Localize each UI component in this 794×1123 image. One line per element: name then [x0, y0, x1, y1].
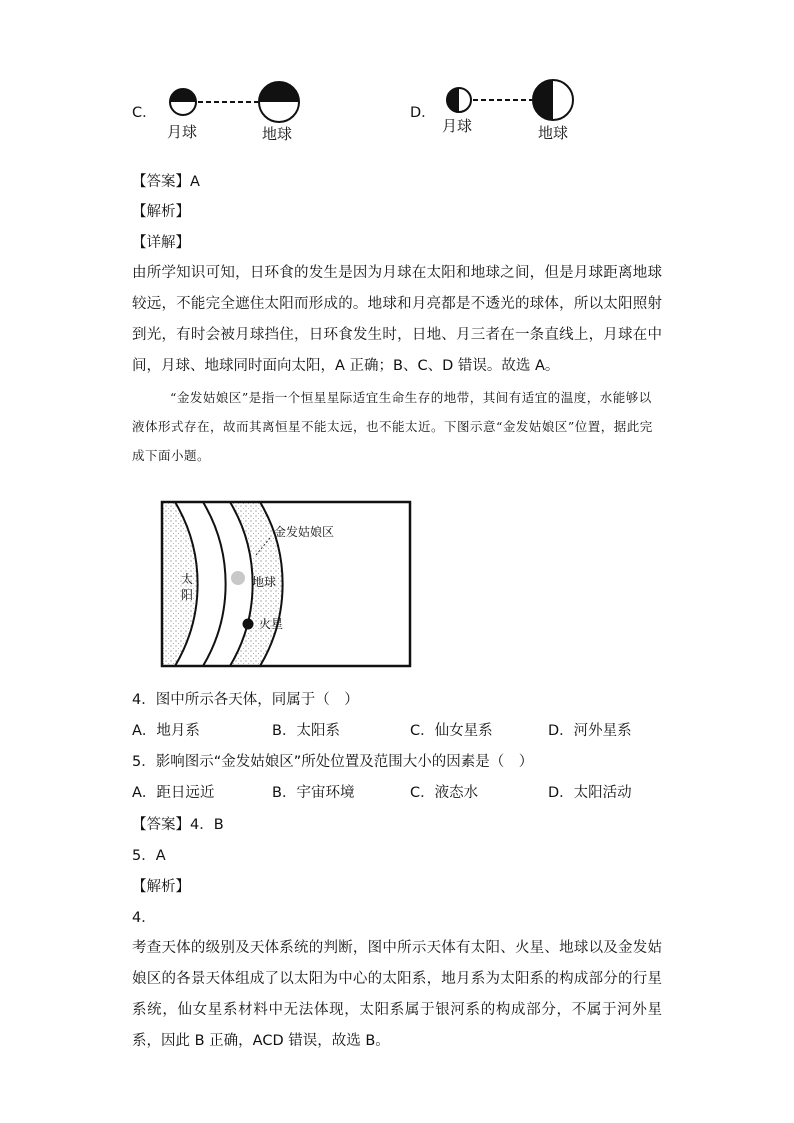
q4-option-d: D．河外星系 — [548, 723, 632, 739]
q4-option-b: B．太阳系 — [272, 723, 340, 739]
goldilocks-zone-figure — [160, 500, 412, 668]
option-c-earth-label: 地球 — [262, 125, 293, 143]
option-c-label: C． — [132, 105, 157, 121]
option-d-earth-label: 地球 — [538, 124, 569, 142]
q4-option-a: A．地月系 — [132, 723, 200, 739]
sun-label-2: 阳 — [181, 588, 194, 602]
zone-label: 金发姑娘区 — [274, 525, 335, 539]
q5-stem: 5．影响图示“金发姑娘区”所处位置及范围大小的因素是（ ） — [132, 754, 534, 770]
q5-option-c: C．液态水 — [410, 785, 479, 801]
sun-label-1: 太 — [181, 572, 194, 586]
q3-analysis-heading: 【解析】 — [132, 204, 190, 220]
passage-intro: “金发姑娘区”是指一个恒星星际适宜生命生存的地带，其间有适宜的温度，水能够以液体形式存在，故而其离恒星不能太远，也不能太近。下图示意“金发姑娘区”位置，据此完成下面小题。 — [132, 390, 653, 463]
answers-q4-explanation: 考查天体的级别及天体系统的判断，图中所示天体有太阳、火星、地球以及金发姑娘区的各景天体组成了以太阳为中心的太阳系，地月系为太阳系的构成部分的行星系统，仙女星系材料中无法体现，太阳系属于银河系的构成部分，不属于河外星系，因此 B 正确，ACD 错误，故选 B。 — [132, 940, 662, 1049]
q4-option-c: C．仙女星系 — [410, 723, 493, 739]
mars-label: 火星 — [259, 617, 284, 631]
answers-q4-number: 4． — [132, 910, 156, 926]
mars-marker — [243, 619, 254, 630]
q4-stem: 4．图中所示各天体，同属于（ ） — [132, 692, 359, 708]
option-c-moon-label: 月球 — [167, 123, 198, 141]
earth-marker — [231, 571, 245, 585]
q5-option-d: D．太阳活动 — [548, 785, 632, 801]
answers-line-2: 5．A — [132, 848, 166, 864]
q5-option-a: A．距日远近 — [132, 785, 215, 801]
q3-answer: 【答案】A — [132, 174, 200, 190]
option-d-label: D． — [410, 105, 436, 121]
earth-label: 地球 — [252, 575, 277, 589]
q3-explanation: 由所学知识可知，日环食的发生是因为月球在太阳和地球之间，但是月球距离地球较远，不能完全遮住太阳而形成的。地球和月亮都是不透光的球体，所以太阳照射到光，有时会被月球挡住，日环食发生时，日地、月三者在一条直线上，月球在中间，月球、地球同时面向太阳，A 正确；B、C、D 错误。故选 A。 — [132, 265, 662, 374]
q5-option-b: B．宇宙环境 — [272, 785, 355, 801]
option-d-moon-label: 月球 — [442, 117, 473, 135]
q3-detail-heading: 【详解】 — [132, 235, 190, 251]
answers-line-1: 【答案】4．B — [132, 817, 224, 833]
answers-analysis-heading: 【解析】 — [132, 879, 190, 895]
